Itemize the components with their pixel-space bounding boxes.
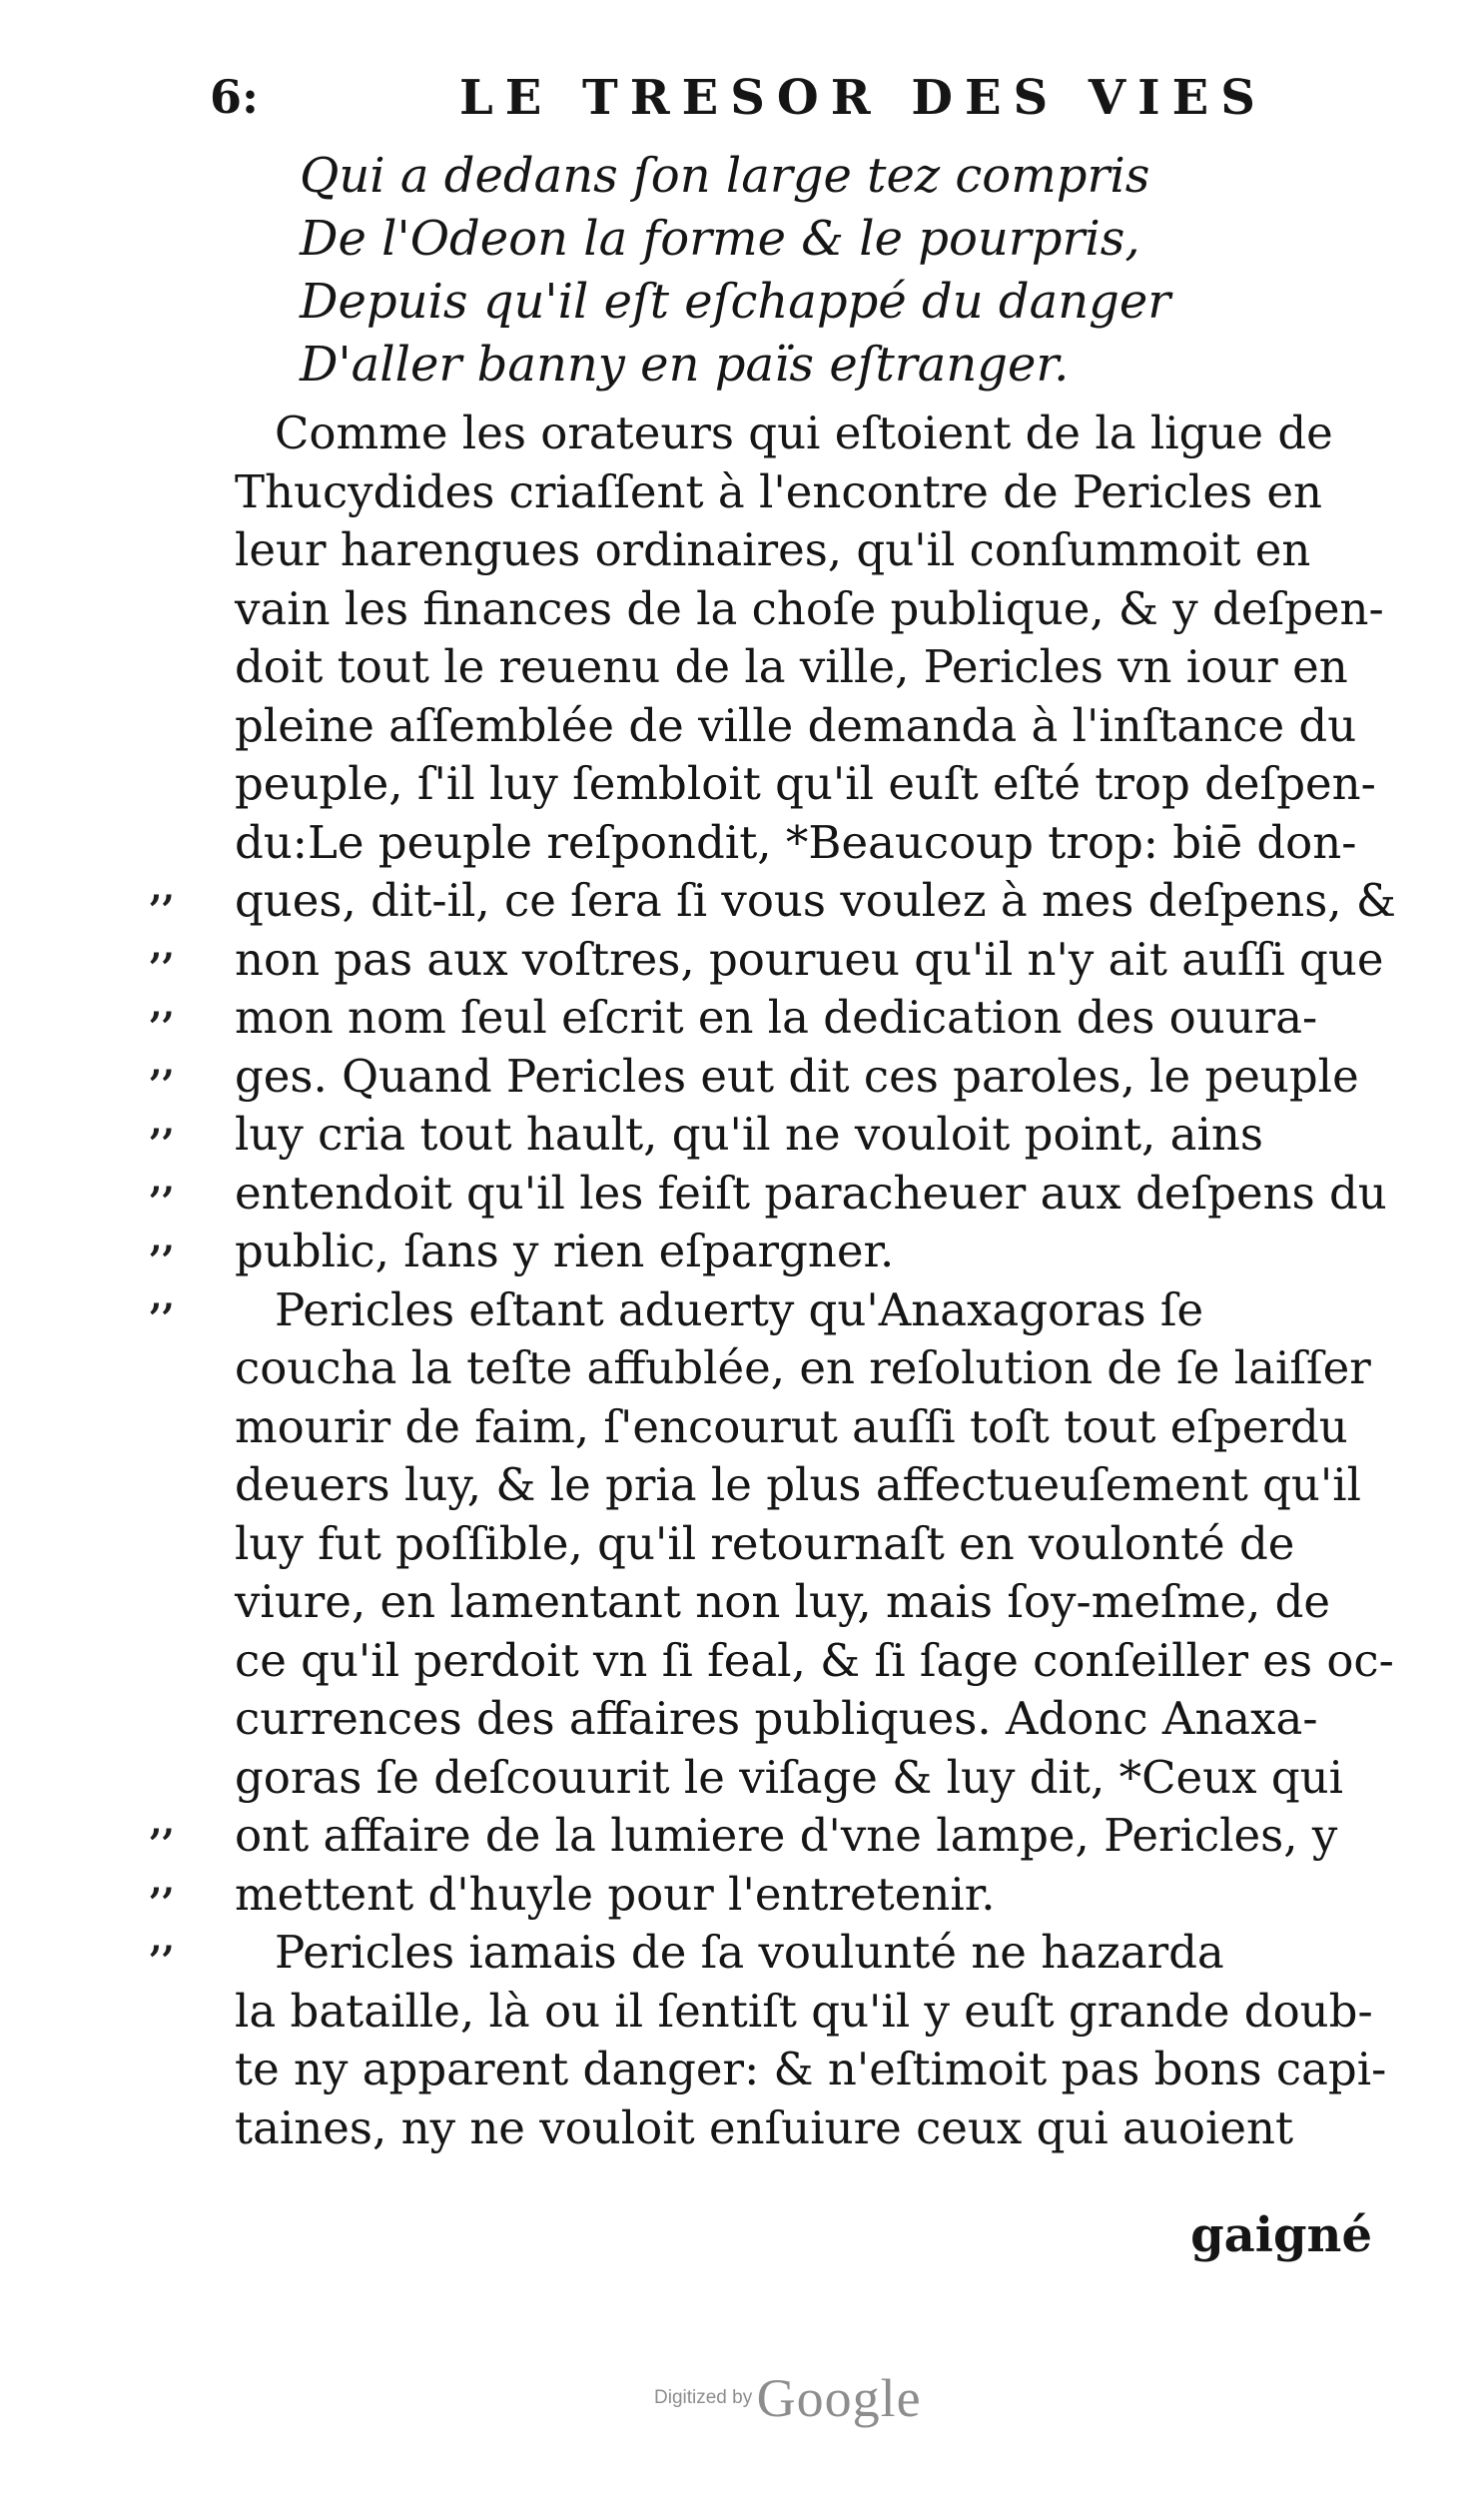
text-line: ges. Quand Pericles eut dit ces paroles, le peuple <box>235 1049 1359 1103</box>
margin-quote-mark: ,, <box>150 1101 176 1143</box>
text-line: du:Le peuple reſpondit, *Beaucoup trop: biē don- <box>235 815 1357 869</box>
text-line: luy fut poſſible, qu'il retournaſt en voulonté de <box>235 1516 1295 1570</box>
text-line: ont affaire de la lumiere d'vne lampe, Pericles, y <box>235 1809 1338 1862</box>
text-line: mourir de faim, ſ'encourut auſſi toſt tout eſperdu <box>235 1399 1348 1453</box>
text-line: mon nom ſeul eſcrit en la dedication des ouura- <box>235 991 1318 1044</box>
text-line: doit tout le reuenu de la ville, Pericles vn iour en <box>235 640 1348 693</box>
verse-line: Qui a dedans ſon large tez compris <box>300 148 1150 204</box>
text-line: Comme les orateurs qui eſtoient de la ligue de <box>275 407 1333 459</box>
text-line: la bataille, là ou il ſentiſt qu'il y euſt grande doub- <box>235 1984 1373 2038</box>
margin-quote-mark: ,, <box>150 984 176 1026</box>
body-text <box>235 405 1396 2157</box>
text-line: deuers luy, & le pria le plus affectueuſement qu'il <box>235 1458 1362 1511</box>
text-line: non pas aux voſtres, pourueu qu'il n'y ait auſſi que <box>235 932 1384 986</box>
text-line: Pericles iamais de ſa voulunté ne hazarda <box>275 1926 1224 1979</box>
text-line: Pericles eſtant aduerty qu'Anaxagoras ſe <box>275 1282 1204 1336</box>
text-line: ce qu'il perdoit vn ſi feal, & ſi ſage conſeiller es oc- <box>235 1633 1394 1687</box>
text-line: peuple, ſ'il luy ſembloit qu'il euſt eſté trop deſpen- <box>235 757 1376 810</box>
text-line: public, ſans y rien eſpargner. <box>235 1225 895 1277</box>
text-line: mettent d'huyle pour l'entretenir. <box>235 1867 996 1921</box>
margin-quote-mark: ,, <box>150 1218 176 1259</box>
text-line: taines, ny ne vouloit enſuiure ceux qui auoient <box>235 2100 1294 2154</box>
margin-quote-mark: ,, <box>150 1801 176 1843</box>
text-line: te ny apparent danger: & n'eſtimoit pas bons capi- <box>235 2043 1387 2095</box>
page-header <box>210 70 1267 140</box>
text-line: pleine aſſemblée de ville demanda à l'inſtance du <box>235 698 1357 752</box>
text-line: entendoit qu'il les feiſt paracheuer aux deſpens du <box>235 1166 1387 1220</box>
margin-quote-mark: ,, <box>150 1042 176 1084</box>
margin-quote-mark: ,, <box>150 1918 176 1960</box>
running-title: LE TRESOR DES VIES <box>459 70 1267 126</box>
margin-quote-mark: ,, <box>150 1159 176 1201</box>
text-line: Thucydides criaſſent à l'encontre de Pericles en <box>235 464 1322 518</box>
text-line: coucha la teſte affublée, en reſolution de ſe laiſſer <box>235 1341 1371 1394</box>
margin-quote-mark: ,, <box>150 1860 176 1902</box>
margin-quote-mark: ,, <box>150 867 176 909</box>
text-line: vain les finances de la choſe publique, & y deſpen- <box>235 581 1384 635</box>
page-number: 6: <box>210 70 259 124</box>
text-line: luy cria tout hault, qu'il ne vouloit point, ains <box>235 1108 1263 1161</box>
text-line: viure, en lamentant non luy, mais ſoy-meſme, de <box>235 1575 1331 1628</box>
margin-quote-mark: ,, <box>150 1275 176 1317</box>
text-line: leur harengues ordinaires, qu'il conſummoit en <box>235 523 1311 576</box>
watermark-prefix: Digitized by <box>654 2387 753 2408</box>
verse-block <box>300 145 1198 397</box>
verse-line: Depuis qu'il eſt eſchappé du danger <box>300 274 1171 330</box>
text-line: goras ſe deſcouurit le viſage & luy dit, *Ceux qui <box>235 1750 1343 1804</box>
digitized-watermark <box>654 2367 922 2429</box>
text-line: currences des affaires publiques. Adonc Anaxa- <box>235 1692 1318 1745</box>
text-line: ques, dit-il, ce ſera ſi vous voulez à mes deſpens, & <box>235 874 1396 927</box>
verse-line: De l'Odeon la forme & le pourpris, <box>300 211 1140 267</box>
google-logo: Google <box>756 2368 922 2428</box>
verse-line: D'aller banny en païs eſtranger. <box>300 337 1070 393</box>
margin-quote-mark: ,, <box>150 925 176 967</box>
catchword: gaigné <box>1190 2207 1372 2263</box>
